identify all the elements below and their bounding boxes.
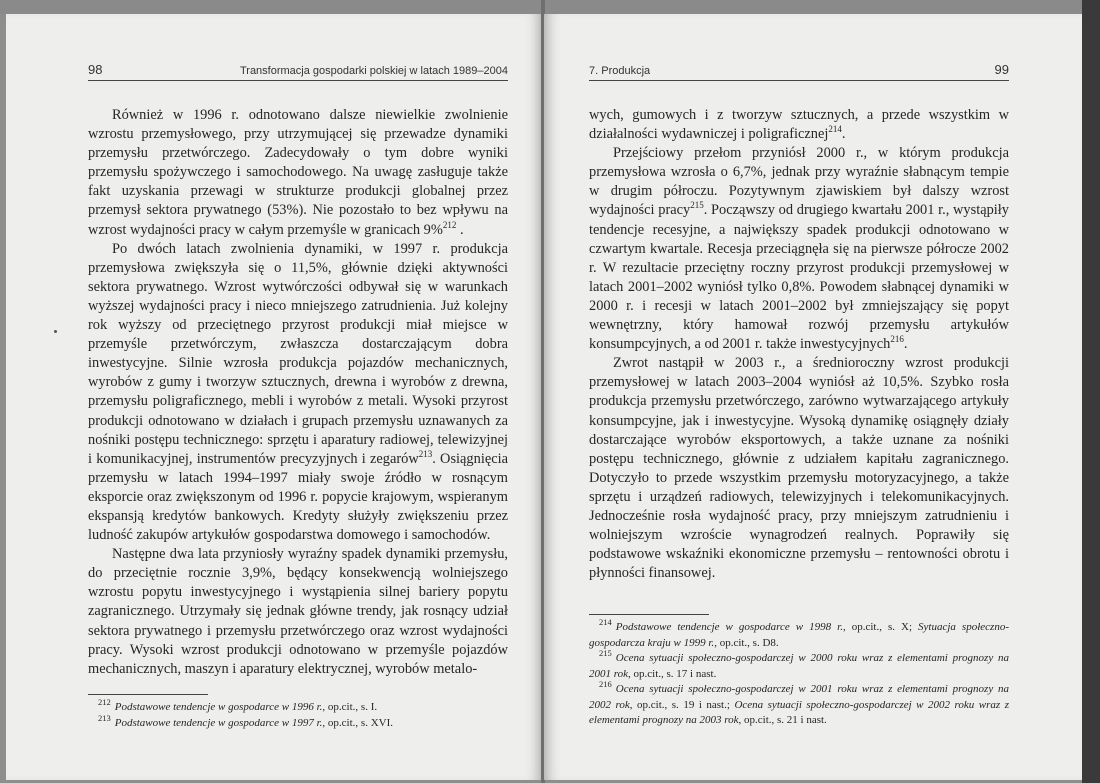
text-run: , op.cit., s. D8. [714, 636, 779, 649]
right-page-header [589, 54, 1009, 81]
margin-mark [54, 330, 57, 333]
text-run: Po dwóch latach zwolnienia dynamiki, w 1997 r. produkcja przemysłowa zwiększyła się o 11,5%, głównie dzięki aktywności sektora prywatnego. Wzrost wytwórczości odbywał się w warunkach wyższej wydajności pracy i nieco mniejszego zatrudnienia. Już kolejny rok wyższy od przeciętnego przyrost produkcji miał miejsce w przemyśle przetwórczym, zwłaszcza dostarczającym dobra inwestycyjne. Silnie wzrosła produkcja pojazdów mechanicznych, wyrobów z gumy i tworzyw sztucznych, drewna i wyrobów z drewna, przemysłu poligraficznego, mebli i wyrobów z metali. Wysoki przyrost produkcji odnotowano w działach i grupach przemysłu uznawanych za nośniki postępu technicznego: sprzętu i aparatury radiowej, telewizyjnej i komunikacyjnej, instrumentów precyzyjnych i zegarów [88, 240, 508, 467]
text-run: . Osiągnięcia przemysłu w latach 1994–1997 miały swoje źródło w rosnącym eksporcie oraz zwiększonym od 1996 r. popycie krajowym, wspieranym ekspansją kredytów bankowych. Kredyty służyły zwiększeniu przez ludność zakupów artykułów gospodarstwa domowego i samochodów. [88, 450, 508, 544]
text-run: . [456, 221, 464, 238]
footnote-ref: 215 [690, 200, 704, 211]
right-body-text [589, 106, 1009, 583]
text-run: . Począwszy od drugiego kwartału 2001 r., wystąpiły tendencje recesyjne, a największy spadek produkcji odnotowano w czwartym kwartale. Recesja przeciągnęła się na pierwsze półrocze 2002 r. W rezultacie przeciętny roczny przyrost produkcji przemysłowej w latach 2001–2002 wyniósł tylko 0,8%. Powodem słabnącej dynamiki w 2000 r. i recesji w latach 2001–2002 był zmniejszający się popyt wewnętrzny, który hamował rozwój przemysłu artykułów konsumpcyjnych, a od 2001 r. także inwestycyjnych [589, 202, 1009, 353]
paragraph [88, 545, 508, 679]
page-number: 98 [88, 62, 103, 77]
paragraph [88, 106, 508, 240]
paragraph [589, 354, 1009, 583]
running-head: Transformacja gospodarki polskiej w latach 1989–2004 [239, 65, 508, 77]
footnote-ref: 214 [828, 124, 842, 135]
citation-title: Ocena sytuacji społeczno-gospodarczej w 2002 roku wraz z elementami prognozy na 2003 rok [589, 698, 1009, 726]
text-run: , op.cit., s. 21 i nast. [738, 714, 827, 726]
text-run: , op.cit., s. X; [842, 621, 919, 633]
citation-title: Ocena sytuacji społeczno-gospodarczej w 2001 roku wraz z elementami prognozy na 2002 rok [589, 683, 1009, 711]
footnote-ref: 212 [442, 219, 457, 230]
citation-title: Sytuacja społeczno-gospodarcza kraju w 1999 r. [589, 621, 1009, 649]
text-run: . [841, 126, 846, 143]
footnote-rule [88, 694, 208, 695]
page-number: 99 [994, 62, 1009, 77]
text-run: wych, gumowych i z tworzyw sztucznych, a przede wszystkim w działalności wydawniczej i poligraficznej [589, 107, 1009, 143]
text-run: , op.cit., s. XVI. [322, 716, 393, 729]
paragraph [88, 240, 508, 546]
footnote [589, 679, 1009, 729]
text-run: Również w 1996 r. odnotowano dalsze niewielkie zwolnienie wzrostu przemysłowego, przy utrzymującej się przewadze dynamiki przemysłu przetwórczego. Zadecydowały o tym dobre wyniki przemysłu spożywczego i samochodowego. Na uwagę zasługuje także fakt uzyskania przewagi w strukturze produkcji globalnej przez przemysł sektora prywatnego (53%). Nie pozostało to bez wpływu na wzrost wydajności pracy w całym przemyśle w granicach 9% [88, 107, 508, 238]
citation-title: Podstawowe tendencje w gospodarce w 1998 r. [615, 621, 843, 633]
right-footnotes [589, 617, 1009, 729]
running-head: 7. Produkcja [589, 65, 651, 77]
footnote [88, 712, 508, 732]
paragraph [589, 106, 1009, 144]
footnote-number: 216 [599, 679, 612, 690]
left-footnotes [88, 697, 508, 731]
scan-background-top [0, 0, 1100, 14]
scan-background-edge [1082, 0, 1100, 783]
footnote [88, 697, 508, 716]
footnote-number: 213 [98, 712, 111, 723]
citation-title: Podstawowe tendencje w gospodarce w 1996 r. [114, 701, 323, 713]
footnote [589, 617, 1009, 651]
text-run: Zwrot nastąpił w 2003 r., a średnioroczny wzrost produkcji przemysłowej w latach 2003–2004 wyniósł aż 10,5%. Szybko rosła produkcja przemysłu przetwórczego, zarówno wytwarzającego artykuły konsumpcyjne, jak i inwestycyjne. Wysoką dynamikę osiągnęły działy dostarczające wyrobów eksportowych, a także uznane za nośniki postępu technicznego, głównie z udziałem kapitału zagranicznego. Dotyczyło to przede wszystkim przemysłu motoryzacyjnego, a także sprzętu i urządzeń radiowych, telewizyjnych i telekomunikacyjnych. Jednocześnie rosła wydajność pracy, przy mniejszym zatrudnieniu i wolniejszym wzroście wynagrodzeń realnych. Poprawiły się podstawowe wskaźniki ekonomiczne przemysłu – rentowności obrotu i płynności finansowej. [589, 355, 1009, 582]
footnote-number: 214 [599, 617, 612, 628]
left-page [6, 14, 542, 780]
footnote [589, 648, 1009, 682]
paragraph [589, 144, 1009, 354]
text-run: , op.cit., s. 17 i nast. [628, 667, 717, 680]
text-run: Przejściowy przełom przyniósł 2000 r., w którym produkcja przemysłowa wzrosła o 6,7%, jednak przy wyraźnie słabnącym tempie w drugim półroczu. Pozytywnym zjawiskiem był dalszy wzrost wydajności pracy [589, 145, 1009, 219]
footnote-number: 215 [599, 648, 612, 659]
text-run: , op.cit., s. I. [322, 701, 378, 713]
footnote-number: 212 [98, 697, 111, 708]
footnote-ref: 216 [890, 334, 904, 345]
citation-title: Ocena sytuacji społeczno-gospodarczej w 2000 roku wraz z elementami prognozy na 2001 rok [589, 652, 1009, 680]
right-page [544, 14, 1082, 780]
left-page-header [88, 54, 508, 81]
left-body-text [88, 106, 508, 679]
text-run: , op.cit., s. 19 i nast.; [629, 698, 735, 711]
citation-title: Podstawowe tendencje w gospodarce w 1997 r. [114, 716, 323, 729]
footnote-ref: 213 [418, 448, 433, 459]
text-run: Następne dwa lata przyniosły wyraźny spadek dynamiki przemysłu, do przeciętnie rocznie 3,9%, będący konsekwencją wolniejszego wzrostu popytu inwestycyjnego i wystąpienia silnej bariery popytu zagranicznego. Utrzymały się jednak główne trendy, jak rosnący udział sektora prywatnego i przemysłu przetwórczego oraz wzrost wydajności pracy. Wysoki wzrost produkcji odnotowano w przemyśle pojazdów mechanicznych, maszyn i aparatury elektrycznej, wyrobów metalo- [88, 546, 508, 677]
text-run: . [903, 336, 908, 353]
footnote-rule [589, 614, 709, 615]
